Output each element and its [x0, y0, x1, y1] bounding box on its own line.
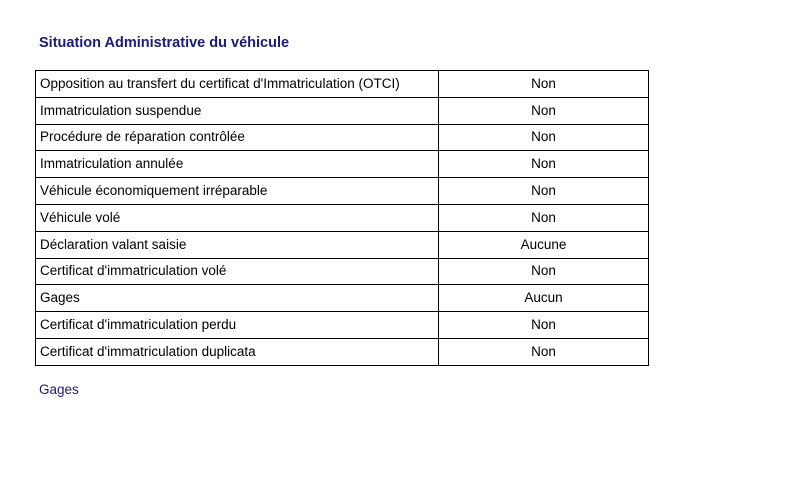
section-title: Situation Administrative du véhicule: [39, 35, 290, 51]
row-value: Non: [439, 258, 649, 285]
table-row: [36, 97, 649, 124]
row-value: Aucune: [439, 231, 649, 258]
table-row: [36, 204, 649, 231]
row-label: Certificat d'immatriculation duplicata: [36, 338, 439, 365]
table-row: [36, 338, 649, 365]
row-value: Aucun: [439, 285, 649, 312]
gages-section-heading[interactable]: Gages: [39, 382, 79, 397]
row-value: Non: [439, 338, 649, 365]
row-label: Déclaration valant saisie: [36, 231, 439, 258]
row-value: Non: [439, 204, 649, 231]
row-label: Immatriculation suspendue: [36, 97, 439, 124]
row-value: Non: [439, 124, 649, 151]
administrative-status-table: [35, 70, 649, 366]
table-row: [36, 124, 649, 151]
row-label: Certificat d'immatriculation volé: [36, 258, 439, 285]
row-value: Non: [439, 151, 649, 178]
row-label: Véhicule volé: [36, 204, 439, 231]
table-row: [36, 178, 649, 205]
table-row: [36, 71, 649, 98]
row-label: Procédure de réparation contrôlée: [36, 124, 439, 151]
table-row: [36, 312, 649, 339]
row-label: Certificat d'immatriculation perdu: [36, 312, 439, 339]
row-value: Non: [439, 312, 649, 339]
table-row: [36, 231, 649, 258]
row-value: Non: [439, 178, 649, 205]
row-label: Immatriculation annulée: [36, 151, 439, 178]
table-row: [36, 285, 649, 312]
row-value: Non: [439, 71, 649, 98]
table-row: [36, 151, 649, 178]
row-label: Gages: [36, 285, 439, 312]
table-row: [36, 258, 649, 285]
row-label: Véhicule économiquement irréparable: [36, 178, 439, 205]
row-value: Non: [439, 97, 649, 124]
row-label: Opposition au transfert du certificat d'Immatriculation (OTCI): [36, 71, 439, 98]
